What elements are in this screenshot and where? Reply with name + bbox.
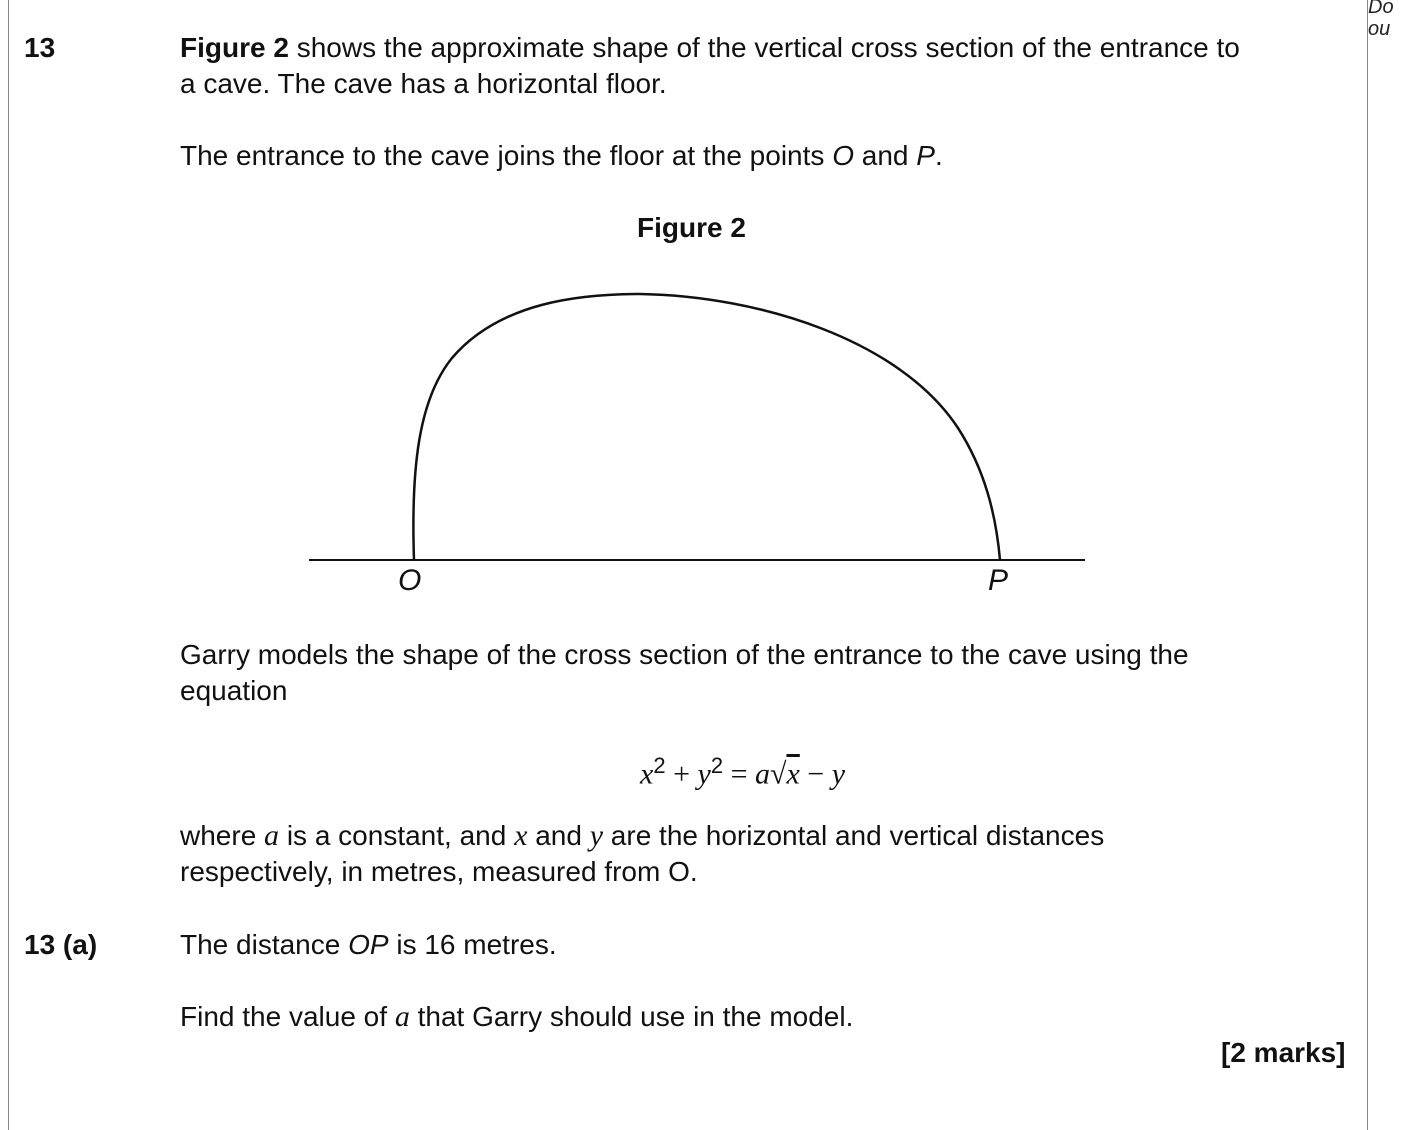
part-a-text xyxy=(180,927,557,963)
eq-x: x xyxy=(640,757,654,791)
eq-sqrt: √ xyxy=(770,757,787,791)
find-2: that Garry should use in the model. xyxy=(409,1001,854,1032)
margin-note-line1: Do xyxy=(1368,0,1394,18)
intro-line-2: a cave. The cave has a horizontal floor. xyxy=(180,68,667,99)
label-p: P xyxy=(988,564,1009,597)
intro-rest: shows the approximate shape of the vertical cross section of the entrance to xyxy=(288,32,1240,63)
find-text xyxy=(180,999,853,1035)
part-a-op: OP xyxy=(348,929,389,960)
eq-minus: − xyxy=(799,757,832,791)
eq-sq2: 2 xyxy=(710,753,724,778)
part-a-2: is 16 metres. xyxy=(388,929,557,960)
where-line-1 xyxy=(180,818,1104,854)
model-line-2: equation xyxy=(180,675,288,706)
point-o-ref: O xyxy=(832,140,854,171)
where-line-2: respectively, in metres, measured from O. xyxy=(180,856,698,887)
find-1: Find the value of xyxy=(180,1001,395,1032)
part-a-number: 13 (a) xyxy=(24,929,98,960)
eq-a: a xyxy=(755,757,770,791)
entrance-part: The entrance to the cave joins the floor at the points xyxy=(180,140,833,171)
where-1: where xyxy=(180,820,265,851)
where-3: and xyxy=(527,820,590,851)
point-p-ref: P xyxy=(916,140,935,171)
where-4: are the horizontal and vertical distances xyxy=(603,820,1105,851)
eq-x2: x xyxy=(786,757,800,791)
eq-plus: + xyxy=(665,757,698,791)
where-2: is a constant, and xyxy=(279,820,515,851)
model-line-1: Garry models the shape of the cross section of the entrance to the cave using the xyxy=(180,639,1189,670)
eq-y: y xyxy=(697,757,711,791)
marks: [2 marks] xyxy=(1221,1037,1346,1068)
part-a-1: The distance xyxy=(180,929,349,960)
period: . xyxy=(934,140,943,171)
cave-curve xyxy=(413,294,1000,560)
and-text: and xyxy=(853,140,917,171)
margin-note-line2: ou xyxy=(1368,18,1391,40)
figure-title: Figure 2 xyxy=(637,212,746,243)
eq-sq1: 2 xyxy=(653,753,666,778)
where-a: a xyxy=(264,819,280,852)
where-y: y xyxy=(589,819,604,852)
find-a: a xyxy=(394,1000,410,1033)
equation xyxy=(640,748,845,792)
question-number: 13 xyxy=(24,32,56,63)
eq-equals: = xyxy=(723,757,755,791)
where-x: x xyxy=(514,819,528,852)
eq-y2: y xyxy=(831,757,846,791)
intro-bold: Figure 2 xyxy=(180,32,289,63)
label-o: O xyxy=(398,564,422,597)
